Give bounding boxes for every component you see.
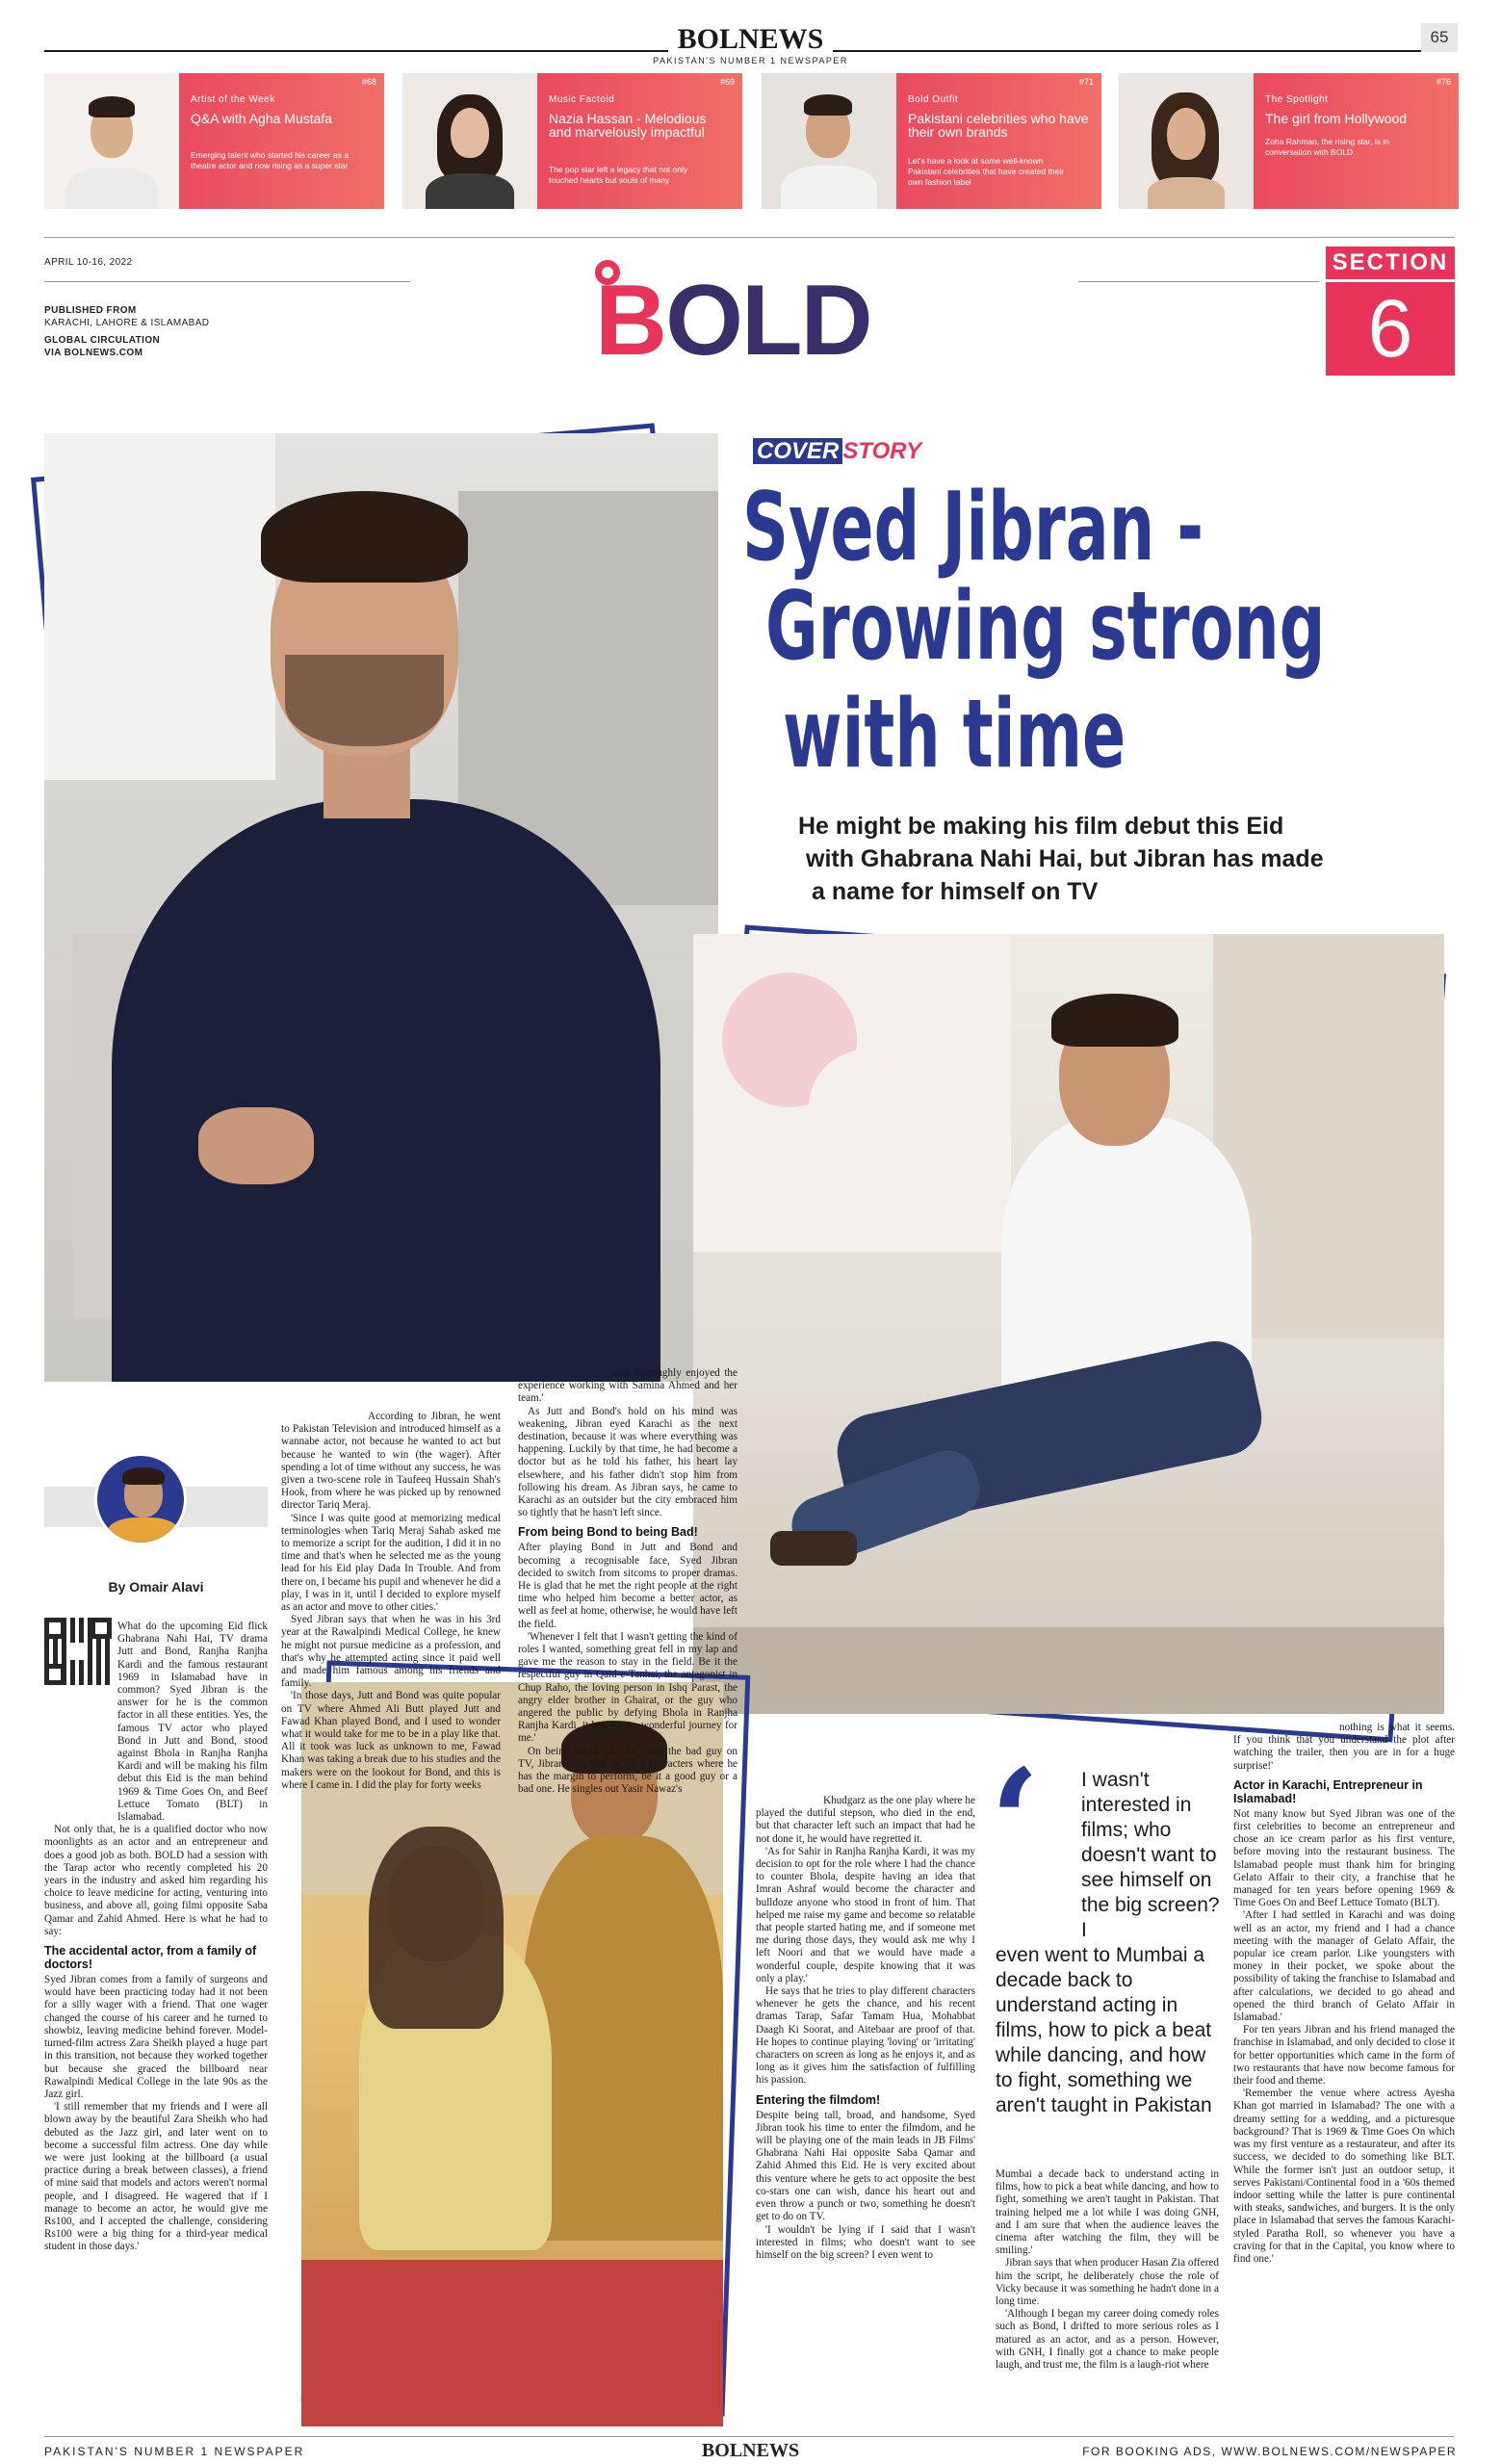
footer-logo[interactable]: BOLNEWS: [701, 2440, 800, 2461]
column-4: Khudgarz as the one play where he played the dutiful stepson, who died in the end, but that character left such an impact that had he not done it, he would have regretted it. 'As for Sahir in Ranjha Ranjha Kardi, it was my decision to opt for the role where I had the chance to counter Bhola, despite having an idea that Imran Ashraf would become the character and bulldoze anyone who stood in front of him. That helped me raise my game and become so relatable that people started hating me, and if someone met me during those days, they would ask me why I left Noori and that we would have made a wonderful couple, despite knowing that it was only a play.' He says that he tries to play different characters whenever he gets the chance, and his recent dramas Tarap, Safar Tamam Hua, Mohabbat Daagh Ki Soorat, and Aitebaar are proof of that. He hopes to continue playing 'loving' or 'irritating' characters on screen as long as he enjoys it, and as long as it gives him the satisfaction of fulfilling his passion. Entering the filmdom! Despite being tall, broad, and handsome, Syed Jibran took his time to enter the filmdom, and he will be playing one of the main leads in JB Films' Ghabrana Nahi Hai opposite Saba Qamar and Zahid Ahmed this Eid. He is very excited about this venture where he gets to act opposite the best co-stars one can wish, dance his heart out and even throw a punch or two, something he doesn't get to do on TV. 'I wouldn't be lying if I said that I wasn't interested in films; who doesn't want to see himself on the big screen? I even went to: [756, 1795, 975, 2261]
subhead-actor-entrepreneur: Actor in Karachi, Entrepreneur in Islamabad!: [1233, 1777, 1423, 1805]
column-3: and thoroughly enjoyed the experience working with Samina Ahmed and her team.' As Jutt and Bond's hold on his mind was weakening, Jibran eyed Karachi as the next destination, because it was where everything was happening. Luckily by that time, he had become a doctor but as he told his father, his heart lay elsewhere, and his father didn't stop him from following his dream. As Jibran says, he came to Karachi as an outsider but the city embraced him so tightly that he hasn't left since. From being Bond to being Bad! After playing Bond in Jutt and Bond and becoming a recognisable face, Syed Jibran decided to switch from sitcoms to proper dramas. He is glad that he met the right people at the right time who helped him become a better actor, as well as feel at home, otherwise, he would have left the field. 'Whenever I felt that I wasn't getting the kind of roles I wanted, something great fell in my lap and gave me the reason to stay in the field. Be it the respectful guy in Qaid-e-Tanhai, the antagonist in Chup Raho, the loving person in Ishq Parast, the angry elder brother in Ghairat, or the guy who angered the public by defying Bhola in Ranjha Ranjha Kardi, it has been a wonderful journey for me.' On being asked why he plays the bad guy on TV, Jibran says that he likes characters where he has the margin to perform, be it a good guy or a bad one. He singles out Yasir Nawaz's: [518, 1367, 738, 1796]
section-label: SECTION: [1326, 246, 1455, 282]
subhead-accidental-actor: The accidental actor, from a family of doctors!: [44, 1944, 257, 1972]
teaser-title: Pakistani celebrities who have their own brands: [908, 111, 1089, 140]
circulation-label: GLOBAL CIRCULATION: [44, 335, 161, 346]
teaser-kicker: Artist of the Week: [191, 94, 275, 105]
standfirst-line-3: a name for himself on TV: [812, 878, 1099, 905]
subhead-bond-to-bad: From being Bond to being Bad!: [518, 1525, 698, 1540]
teaser-title: Q&A with Agha Mustafa: [191, 111, 333, 126]
standfirst-line-2: with Ghabrana Nahi Hai, but Jibran has made: [806, 845, 1324, 872]
column-5: Mumbai a decade back to understand acting in films, how to pick a beat while dancing, and how to fight, something we aren't taught in Pakistan. That training helped me a lot while I was doing GNH, and I am sure that when the audience leaves the cinema after watching the film, they will be smiling.' Jibran says that when producer Hasan Zia offered him the script, he deliberately chose the role of Vicky because it was something he hadn't done in a long time. 'Although I began my career doing comedy roles such as Bond, I drifted to more serious roles as I matured as an actor, and as a person. However, with GNH, I finally got a chance to make people laugh, and trust me, the film is a laugh-riot where: [996, 2168, 1219, 2372]
teaser-photo: [402, 73, 537, 209]
date-rule: [44, 281, 410, 282]
masthead: [0, 23, 1501, 56]
headline-line-2: Growing strong: [765, 572, 1326, 682]
teaser-card-celebrity-brands[interactable]: #71 Bold Outfit Pakistani celebrities who have their own brands Let's have a look at some well-known Pakistani celebrities that have created their own fashion label: [762, 73, 1101, 209]
column-2: According to Jibran, he went to Pakistan Television and introduced himself as a wannabe actor, not because he wanted to act but because he wanted to win (the wager). After spending a lot of time without any success, he was given a two-scene role in Taufeeq Hussain Shah's Hook, from where he was picked up by renowned director Tariq Meraj. 'Since I was quite good at memorizing medical terminologies when Tariq Meraj Sahab asked me to memorize a script for the audition, I did it in no time and that's when he selected me as the young lead for his Eid play Dada In Trouble. And from there on, I became his pupil and whenever he did a play, I was in it, until I decided to explore myself as an actor and move to other cities.' Syed Jibran says that when he was in his 3rd year at the Rawalpindi Medical College, he knew he might not pursue medicine as a profession, and that's why he attempted acting since it paid well and made him famous among his friends and family. 'In those days, Jutt and Bond was quite popular on TV where Ahmed Ali Butt played Jutt and Fawad Khan played Bond, and I used to wonder what it would take for me to be in a play like that. All it took was luck as unknown to me, Fawad Khan was taking a break due to his studies and the makers were on the lookout for Bond, and this is where I came in. I did the play for forty weeks: [281, 1411, 501, 1791]
teaser-title: Nazia Hassan - Melodious and marvelously impactful: [549, 111, 707, 140]
section-badge: [1326, 246, 1455, 376]
second-photo-jibran-seated: [693, 934, 1444, 1714]
circulation-site: VIA BOLNEWS.COM: [44, 348, 143, 358]
cover-story-tag: COVER STORY: [753, 438, 921, 465]
subhead-entering-filmdom: Entering the filmdom!: [756, 2092, 881, 2107]
edition-date: APRIL 10-16, 2022: [44, 257, 133, 268]
headline-line-3: with time: [783, 680, 1126, 790]
teaser-description: Zoha Rahman, the rising star, is in conversation with BOLD: [1265, 137, 1389, 157]
section-rule: [1078, 281, 1319, 282]
masthead-tagline: PAKISTAN'S NUMBER 1 NEWSPAPER: [653, 56, 848, 65]
teaser-photo: [762, 73, 896, 209]
column-6: nothing is what it seems. If you think that you understand the plot after watching the trailer, then you are in for a huge surprise!' Actor in Karachi, Entrepreneur in Islamabad! Not many know but Syed Jibran was one of the first celebrities to become an entrepreneur and chose an ice cream parlor as his first venture, before moving into the restaurant business. The Islamabad people must thank him for bringing Gelato Affair to their city, a franchise that he managed for ten years before opening 1969 & Time Goes On and Beef Lettuce Tomato (BLT). 'After I had settled in Karachi and was doing well as an actor, my friend and I had a chance meeting with the manager of Gelato Affair, the popular ice cream parlor. Like youngsters with money in their pocket, we spoke about the possibility of taking the franchise to Islamabad and after calculations, we decided to go ahead and opened the third branch of Gelato Affair in Islamabad.' For ten years Jibran and his friend managed the franchise in Islamabad, and only decided to close it for better opportunities which came in the form of two restaurants that have now become famous for their food and theme. 'Remember the venue where actress Ayesha Khan got married in Islamabad? The one with a dreamy setting for a wedding, and a picturesque background? That is 1969 & Time Goes On which was my first venture as a restaurateur, and after its success, we decided to do something like BLT. While the former isn't just an outdoor setup, it serves Pakistani/Continental food in a '60s themed indoor setting while the latter is pure continental with steaks, sandwiches, and burgers. It is the only place in Islamabad that serves the famous Karachi-styled Paratha Roll, so whenever you have a craving for that in the Capital, you know where to find one.': [1233, 1722, 1455, 2265]
header-rule: [44, 237, 1455, 238]
headline-line-1: Syed Jibran -: [742, 473, 1204, 583]
pull-quote-part-1: I wasn't interested in films; who doesn't want to see himself on the big screen? I: [1081, 1769, 1220, 1941]
footer-booking-link[interactable]: FOR BOOKING ADS, WWW.BOLNEWS.COM/NEWSPAPER: [1082, 2445, 1457, 2458]
footer-rule: [44, 2436, 1455, 2437]
footer-tagline: PAKISTAN'S NUMBER 1 NEWSPAPER: [44, 2445, 305, 2458]
teaser-description: Let's have a look at some well-known Pakistani celebrities that have created their own fashion label: [908, 156, 1065, 187]
page-number: 65: [1421, 23, 1458, 52]
main-photo-jibran: [44, 433, 718, 1382]
teaser-kicker: The Spotlight: [1265, 94, 1329, 105]
published-label: PUBLISHED FROM: [44, 305, 137, 316]
teaser-photo: [44, 73, 179, 209]
teaser-kicker: Bold Outfit: [908, 94, 959, 105]
pull-quote-part-2: even went to Mumbai a decade back to understand acting in films, how to pick a beat while dancing, and how to fight, something we aren't taught in Pakistan: [996, 1944, 1212, 2116]
author-avatar: [94, 1453, 187, 1545]
logo-b: B: [595, 265, 666, 376]
section-number: 6: [1367, 283, 1413, 374]
teaser-kicker: Music Factoid: [549, 94, 615, 105]
logo-rest: OLD: [665, 265, 871, 376]
teaser-title: The girl from Hollywood: [1265, 111, 1408, 126]
teaser-photo: [1119, 73, 1254, 209]
teaser-card-agha-mustafa[interactable]: #68 Artist of the Week Q&A with Agha Mustafa Emerging talent who started his career as a theatre actor and now rising as a super star: [44, 73, 384, 209]
byline: By Omair Alavi: [108, 1579, 204, 1595]
teaser-description: The pop star left a legacy that not only touched hearts but souls of many: [549, 165, 688, 185]
quote-mark-icon: ‘: [990, 1738, 1041, 1907]
standfirst-line-1: He might be making his film debut this Eid: [798, 813, 1284, 840]
published-cities: KARACHI, LAHORE & ISLAMABAD: [44, 318, 210, 328]
teaser-card-nazia-hassan[interactable]: #69 Music Factoid Nazia Hassan - Melodious and marvelously impactful The pop star left a legacy that not only touched hearts but souls of many: [402, 73, 742, 209]
teaser-description: Emerging talent who started his career as a theatre actor and now rising as a super star: [191, 150, 349, 170]
masthead-logo[interactable]: BOLNEWS: [668, 23, 834, 56]
column-1: What do the upcoming Eid flick Ghabrana Nahi Hai, TV drama Jutt and Bond, Ranjha Ranjha Kardi and the famous restaurant 1969 in Islamabad have in common? Syed Jibran is the answer for he is the common factor in all these entities. Yes, the famous TV actor who played Bond in Jutt and Bond, stood against Bhola in Ranjha Ranjha Kardi and will be making his film debut this Eid is the man behind 1969 & Time Goes On, and Beef Lettuce Tomato (BLT) in Islamabad. Not only that, he is a qualified doctor who now moonlights as an actor and an entrepreneur and does a good job as both. BOLD had a session with the Tarap actor who recently completed his 20 years in the industry and asked him regarding his choice to leave medicine for acting, venturing into business, and above all, going filmi opposite Saba Qamar and Zahid Ahmed. Here is what he had to say: The accidental actor, from a family of doctors! Syed Jibran comes from a family of surgeons and would have been practicing today had it not been for a silly wager with a friend. That one wager changed the course of his career and he turned to showbiz, leaving medicine behind forever. Model-turned-film actress Zara Sheikh played a huge part in this transition, not because they worked together but because she graced the billboard near Rawalpindi Medical College in the late 90s as the Jazz girl. 'I still remember that my friends and I were all blown away by the beautiful Zara Sheikh who had debuted as the Jazz girl, and later went on to become a successful film actress. One day while we were just looking at the billboard (a usual practice during a break between classes), a friend of mine said that models and actors weren't normal people, and I disagreed. He wagered that if I manage to become an actor, he would give me Rs100, and I accepted the challenge, considering Rs100 were a big thing for a third-year medical student in those days.': [44, 1621, 268, 2253]
col1-intro: What do the upcoming Eid flick Ghabrana Nahi Hai, TV drama Jutt and Bond, Ranjha Ranjha Kardi and the famous restaurant 1969 in Islamabad have in common? Syed Jibran is the answer for he is the common factor in all these entities. Yes, the famous TV actor who played Bond in Jutt and Bond, stood against Bhola in Ranjha Ranjha Kardi and will be making his film debut this Eid is the man behind 1969 & Time Goes On, and Beef Lettuce Tomato (BLT) in Islamabad.: [117, 1621, 268, 1824]
teaser-card-zoha-rahman[interactable]: #76 The Spotlight The girl from Hollywood Zoha Rahman, the rising star, is in conversation with BOLD: [1119, 73, 1459, 209]
